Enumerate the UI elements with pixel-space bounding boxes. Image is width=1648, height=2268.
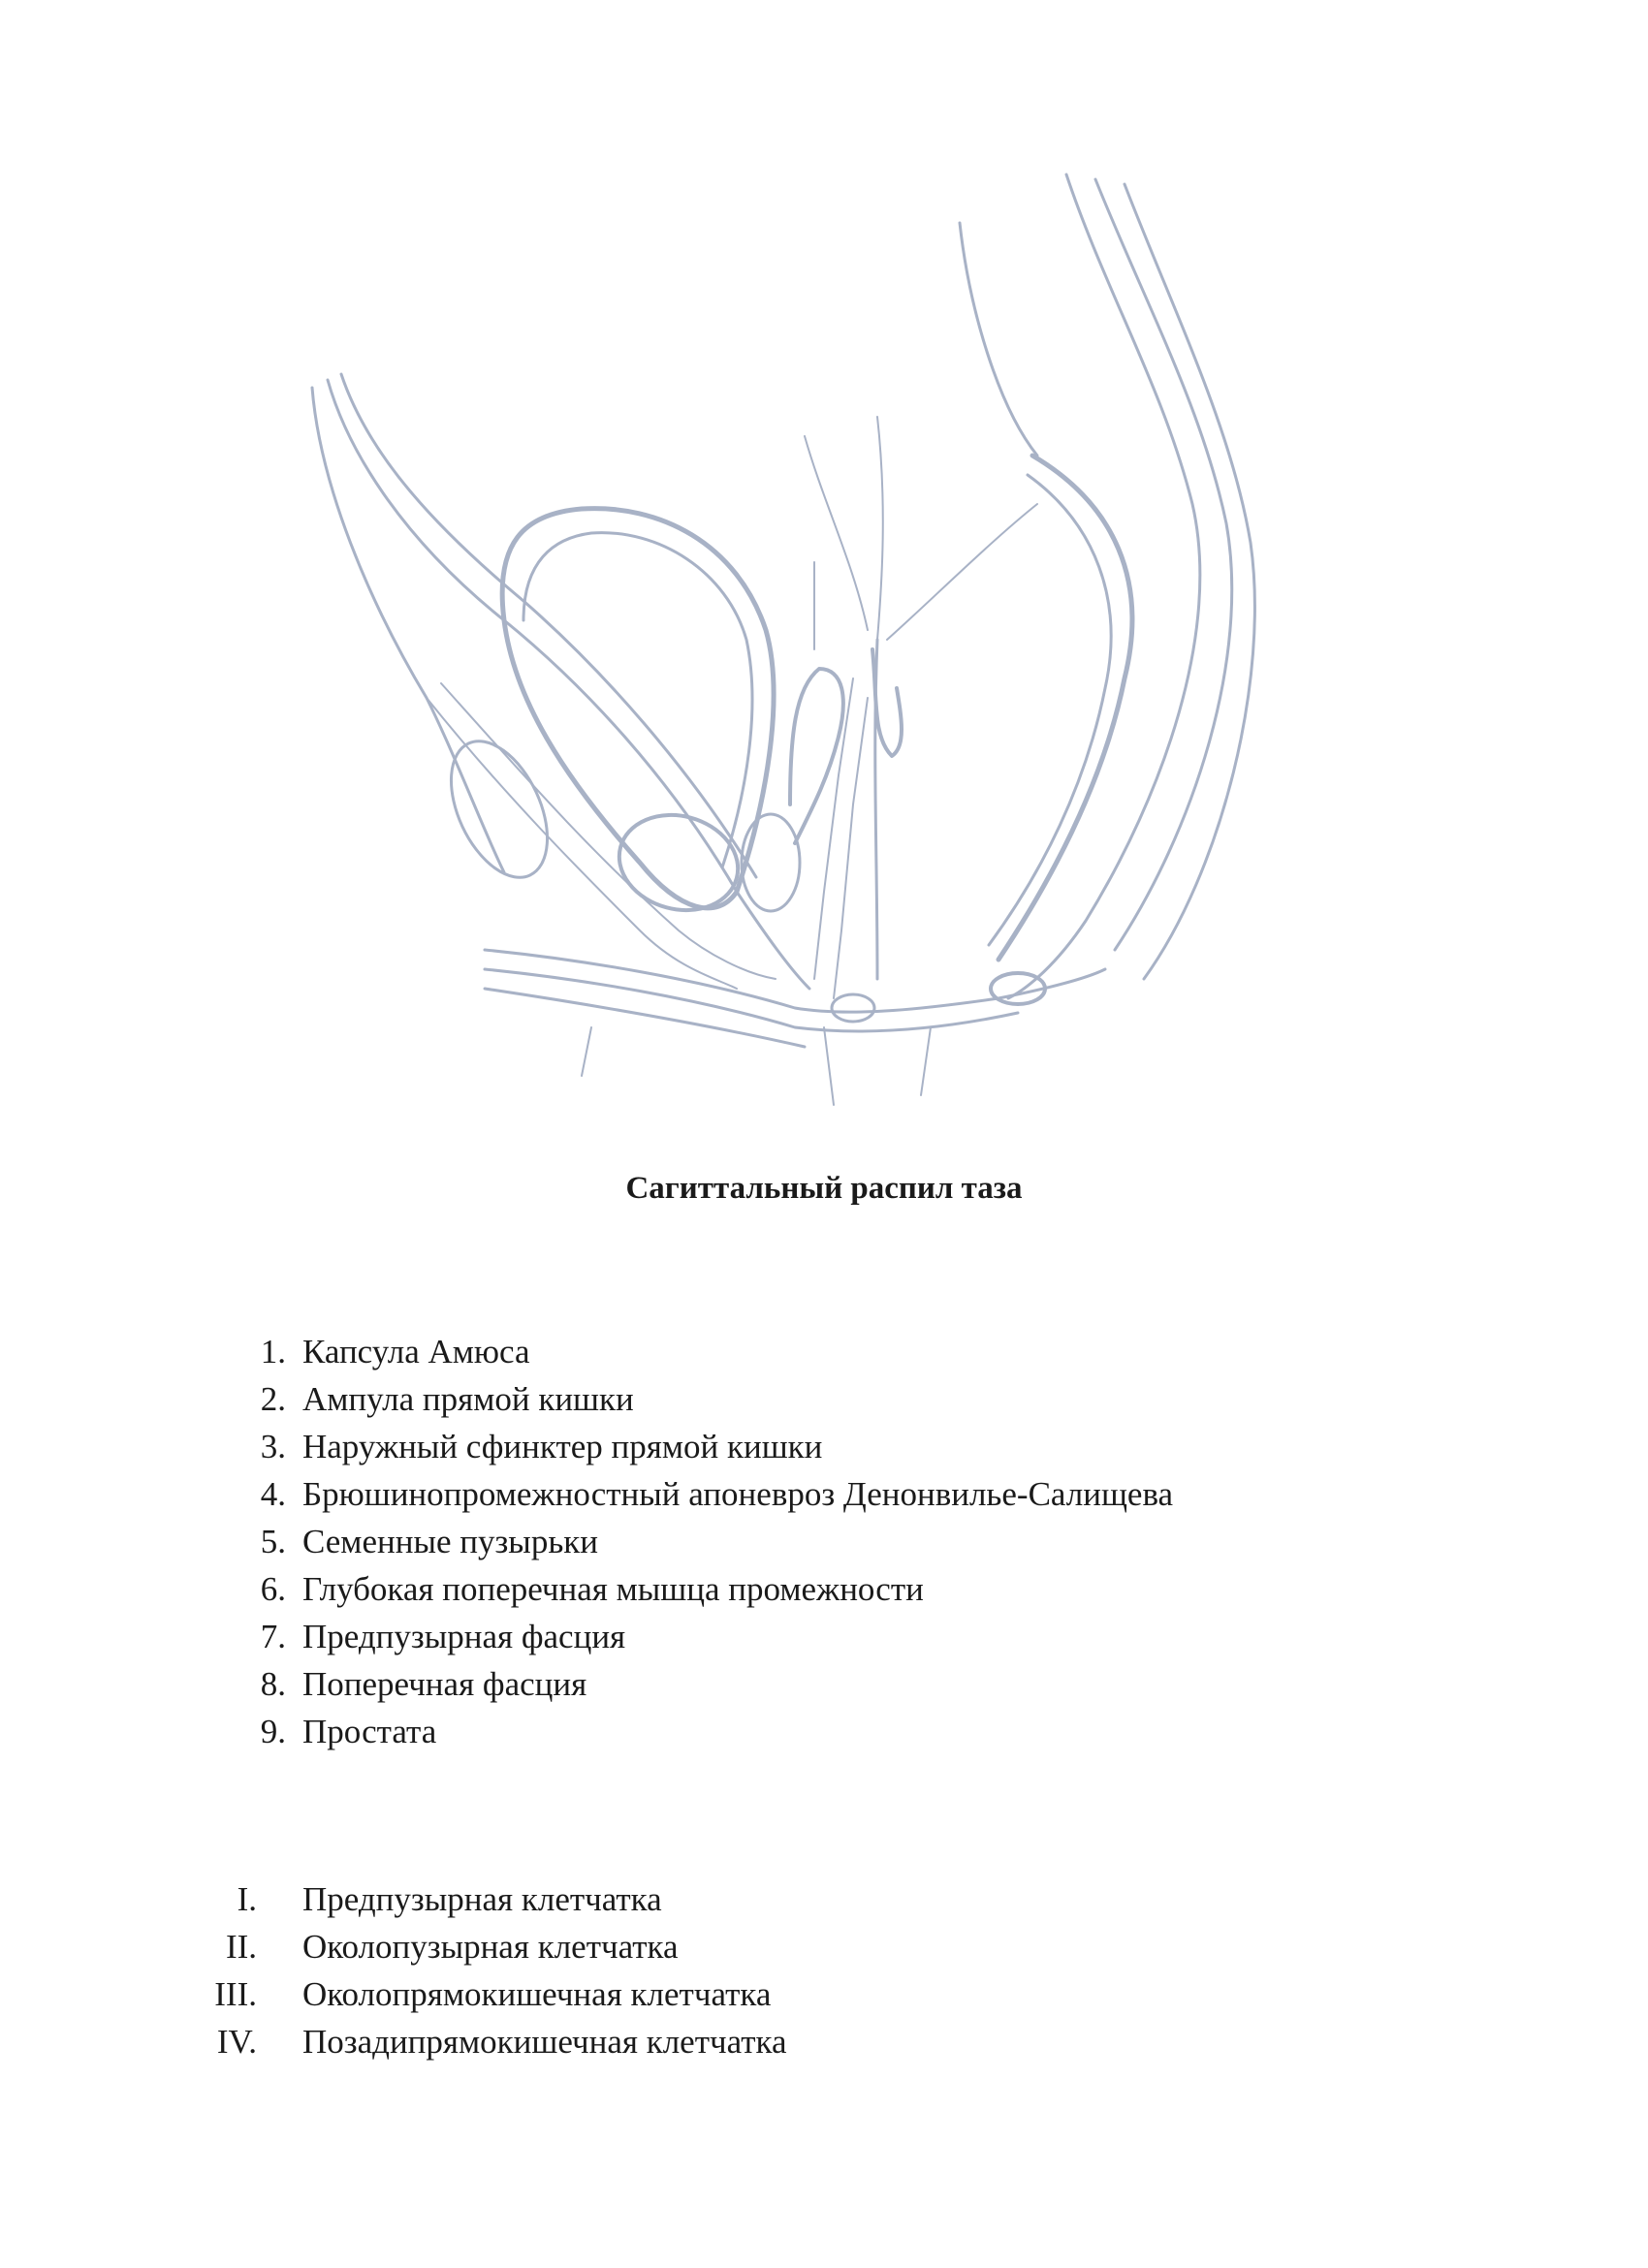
legend-text: Брюшинопромежностный апоневроз Денонвилье-Салищева <box>302 1475 1174 1513</box>
legend-number: 3. <box>260 1428 286 1465</box>
legend-text: Семенные пузырьки <box>302 1523 599 1560</box>
legend-number: 9. <box>260 1713 286 1750</box>
legend-number: 1. <box>260 1333 286 1370</box>
anterior-abdominal-wall-outer <box>312 388 504 872</box>
legend-text: Околопрямокишечная клетчатка <box>302 1975 772 2013</box>
legend-text: Поперечная фасция <box>302 1665 587 1703</box>
legend-item <box>238 1375 1173 1423</box>
prostate <box>609 803 749 924</box>
sacrum-line-3 <box>1125 184 1254 979</box>
legend-item <box>238 1423 1173 1470</box>
legend-item <box>174 1923 787 1970</box>
anterior-abdominal-wall <box>328 380 809 989</box>
legend-item <box>238 1613 1173 1660</box>
legend-item <box>238 1518 1173 1565</box>
legend-text: Предпузырная фасция <box>302 1618 626 1655</box>
legend-number: II. <box>225 1928 257 1966</box>
legend-item <box>174 1970 787 2018</box>
legend-item <box>238 1470 1173 1518</box>
peritoneum-top <box>877 417 883 640</box>
legend-number: III. <box>214 1975 257 2013</box>
legend-text: Околопузырная клетчатка <box>302 1928 679 1966</box>
legend-item <box>238 1660 1173 1708</box>
seminal-vesicle-upper <box>790 669 843 843</box>
rectum-posterior-wall <box>998 456 1132 960</box>
legend-number: IV. <box>216 2023 257 2061</box>
legend-number: 2. <box>260 1380 286 1418</box>
legend-text: Капсула Амюса <box>302 1333 530 1370</box>
legend-item <box>238 1565 1173 1613</box>
sacrum-anterior <box>960 223 1037 456</box>
rectum-anterior-wall <box>875 640 877 979</box>
figure-caption: Сагиттальный распил таза <box>625 1171 1023 1206</box>
pointer-line <box>824 1027 834 1105</box>
legend-text: Предпузырная клетчатка <box>302 1880 662 1918</box>
legend-text: Глубокая поперечная мышца промежности <box>302 1570 924 1608</box>
legend-number: I. <box>237 1880 257 1918</box>
legend-item <box>174 1875 787 1923</box>
legend-text: Ампула прямой кишки <box>302 1380 634 1418</box>
sacrum-line-2 <box>1095 179 1232 950</box>
legend-number: 6. <box>260 1570 286 1608</box>
legend-number: 4. <box>260 1475 286 1513</box>
legend-item <box>238 1328 1173 1375</box>
pointer-line <box>921 1027 931 1095</box>
legend-number: 5. <box>260 1523 286 1560</box>
seminal-vesicle <box>742 814 800 911</box>
spaces-legend <box>174 1875 787 2065</box>
legend-number: 8. <box>260 1665 286 1703</box>
peritoneum-right <box>887 504 1037 640</box>
legend-item <box>238 1708 1173 1755</box>
deep-transverse-perineal-muscle <box>832 994 874 1022</box>
legend-text: Простата <box>302 1713 437 1750</box>
legend-number: 7. <box>260 1618 286 1655</box>
legend-item <box>174 2018 787 2065</box>
legend-text: Позадипрямокишечная клетчатка <box>302 2023 787 2061</box>
structures-legend <box>238 1328 1173 1755</box>
legend-text: Наружный сфинктер прямой кишки <box>302 1428 823 1465</box>
pointer-line <box>582 1027 591 1076</box>
denonvilliers-aponeurosis <box>814 678 853 979</box>
